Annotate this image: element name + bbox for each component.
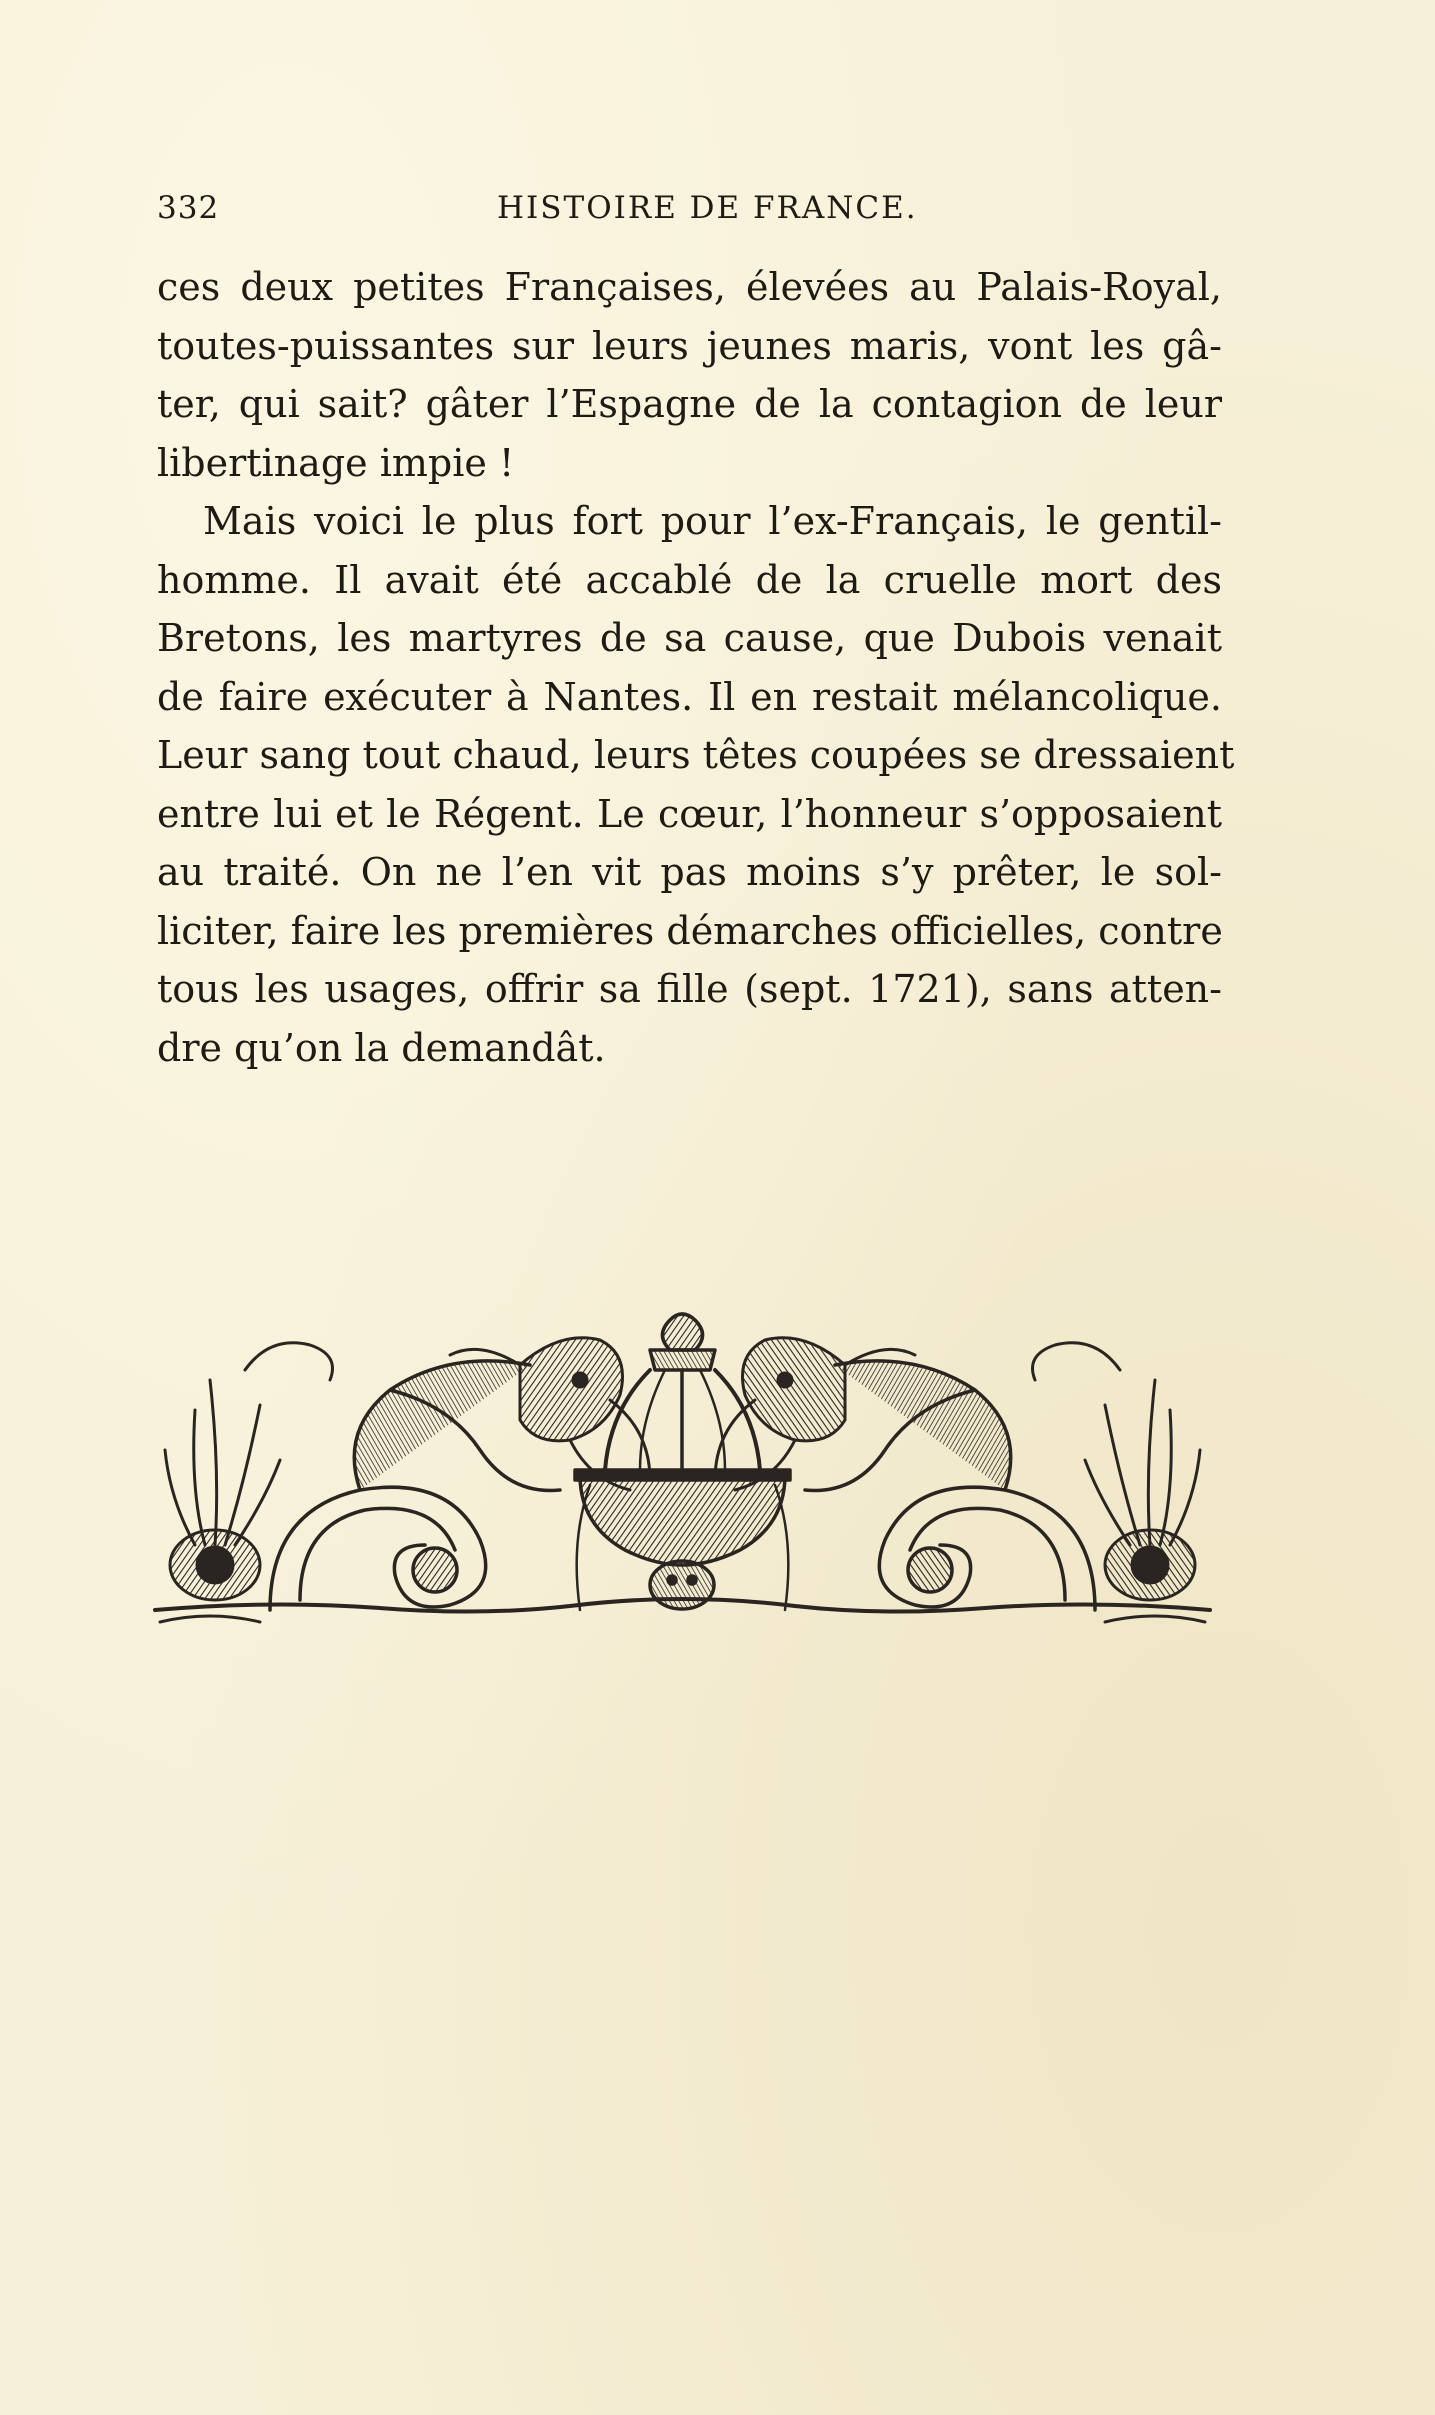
- text-line: Bretons, les martyres de sa cause, que Dubois venait: [157, 616, 1222, 660]
- running-title: HISTOIRE DE FRANCE.: [497, 190, 918, 226]
- text-line: ter, qui sait? gâter l’Espagne de la contagion de leur: [157, 382, 1222, 426]
- text-line: dre qu’on la demandât.: [157, 1025, 606, 1070]
- text-line: liciter, faire les premières démarches officielles, contre: [157, 908, 1223, 953]
- running-head: [157, 190, 1222, 234]
- text-line: toutes-puissantes sur leurs jeunes maris, vont les gâ-: [157, 323, 1222, 368]
- text-line: de faire exécuter à Nantes. Il en restait mélancolique.: [157, 674, 1222, 719]
- left-scroll: [270, 1361, 560, 1610]
- left-plant: [165, 1380, 280, 1600]
- text-line: ces deux petites Françaises, élevées au Palais-Royal,: [157, 265, 1222, 309]
- text-line: tous les usages, offrir sa fille (sept. 1721), sans atten-: [157, 967, 1222, 1011]
- page-number: 332: [157, 190, 220, 226]
- text-line: libertinage impie !: [157, 440, 515, 485]
- text-line: Leur sang tout chaud, leurs têtes coupées se dressaient: [157, 733, 1235, 777]
- text-line: Mais voici le plus fort pour l’ex-Français, le gentil-: [203, 499, 1222, 543]
- fountain-ornament-icon: [150, 1310, 1215, 1635]
- text-line: au traité. On ne l’en vit pas moins s’y prêter, le sol-: [157, 850, 1222, 894]
- right-scroll: [805, 1361, 1095, 1610]
- body-text: [157, 258, 1235, 1077]
- text-line: homme. Il avait été accablé de la cruelle mort des: [157, 557, 1222, 602]
- right-plant: [1085, 1380, 1200, 1600]
- text-line: entre lui et le Régent. Le cœur, l’honneur s’opposaient: [157, 791, 1222, 836]
